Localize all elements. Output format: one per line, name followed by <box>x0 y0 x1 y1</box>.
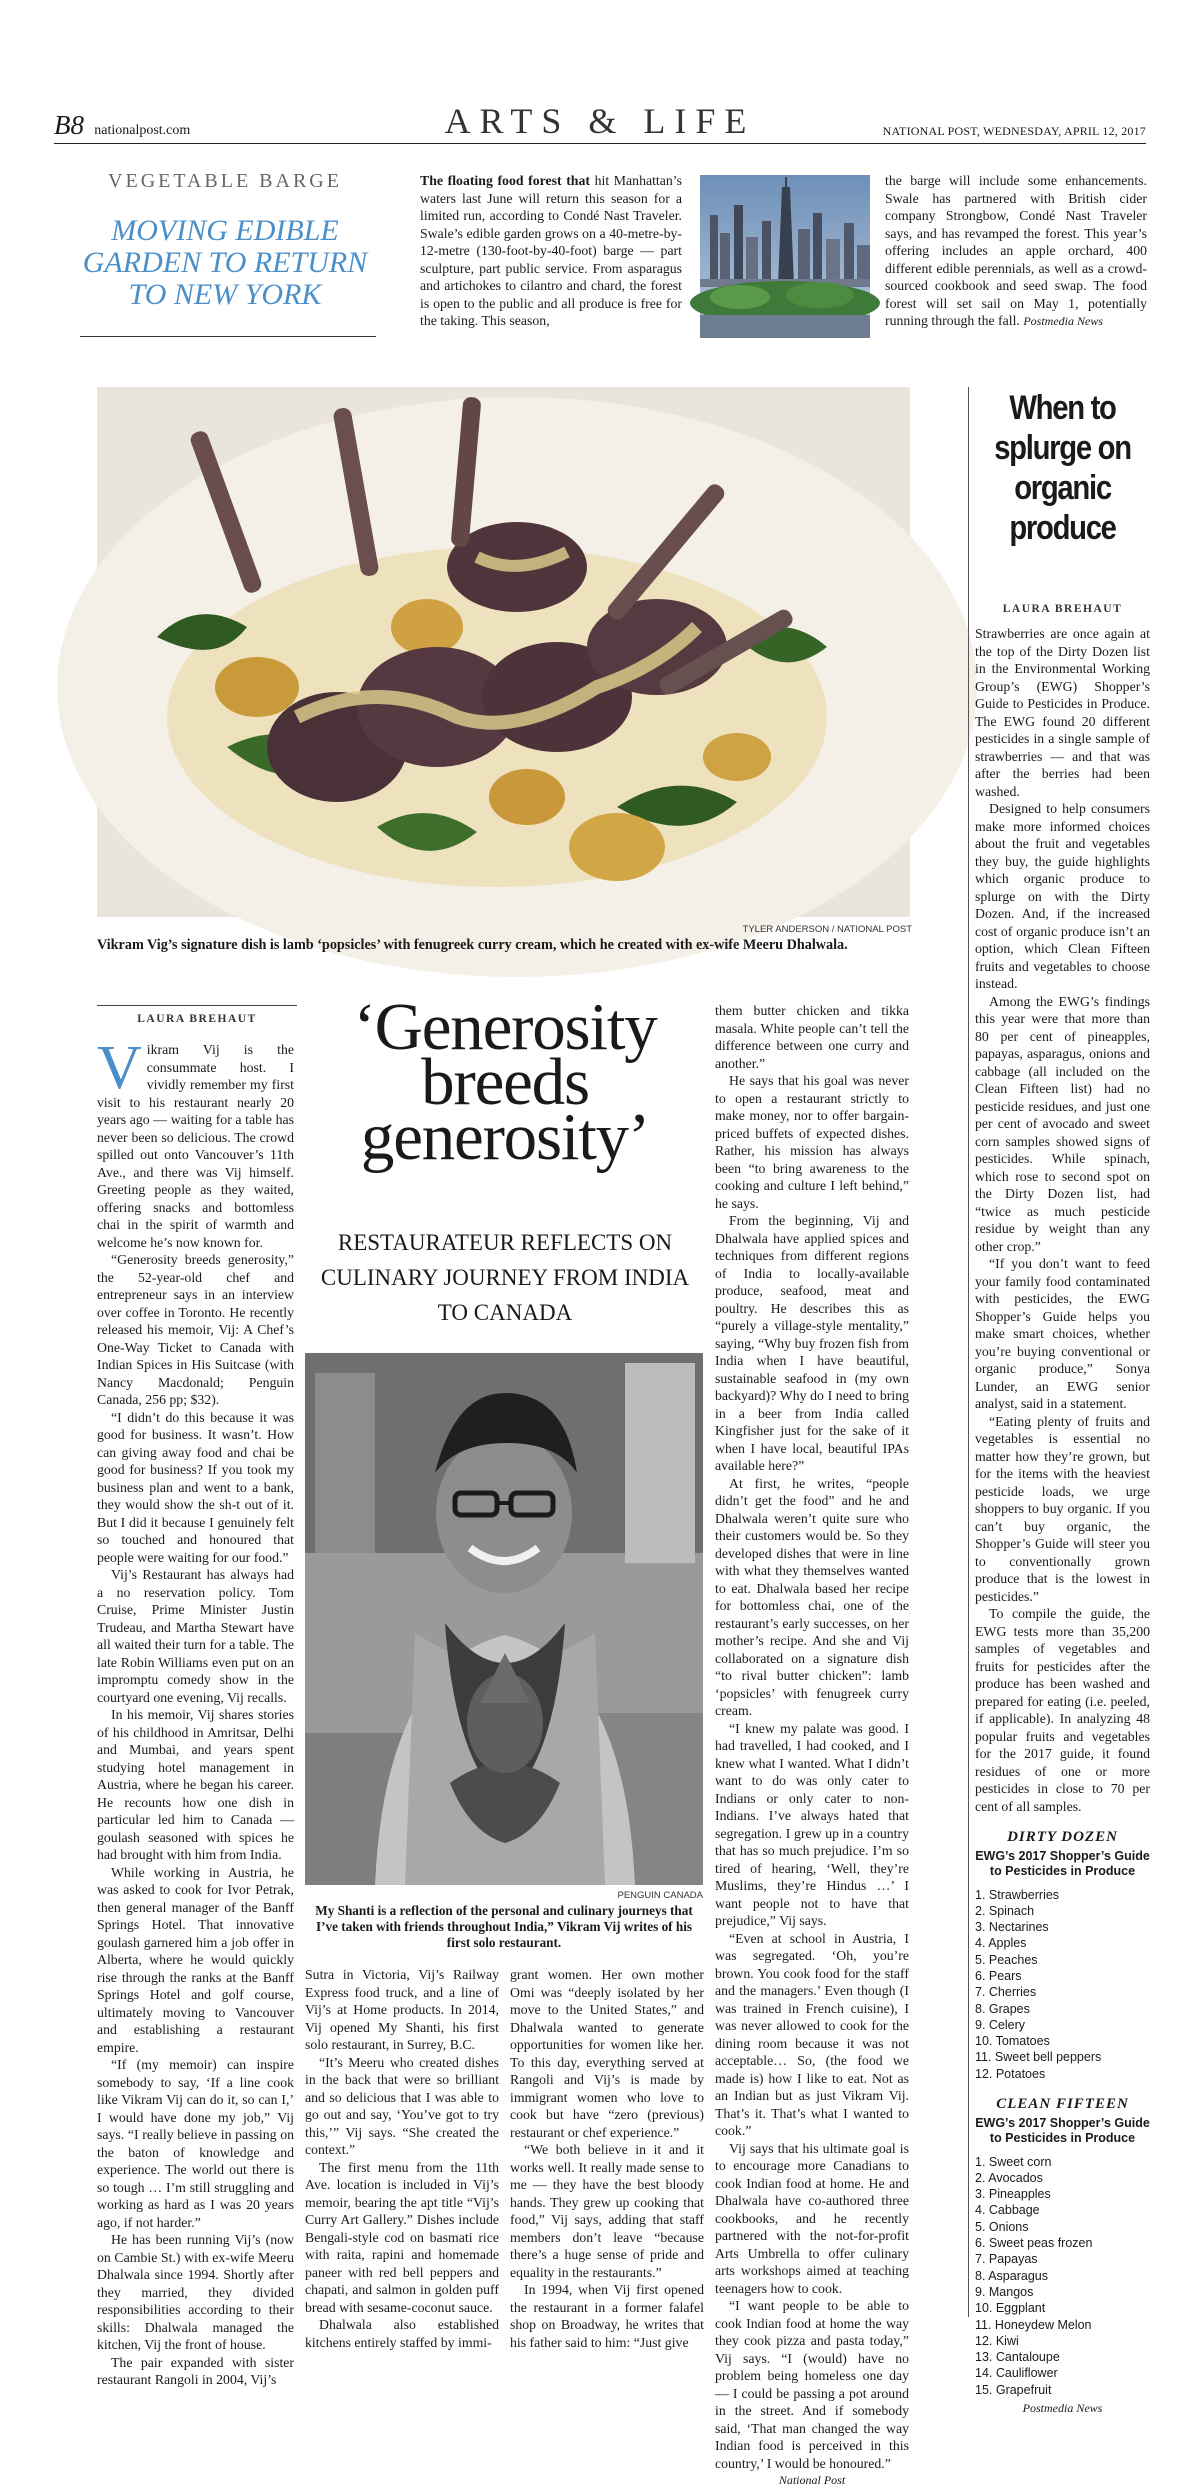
teaser-headline: MOVING EDIBLE GARDEN TO RETURN TO NEW YORK <box>82 214 368 311</box>
site-url: nationalpost.com <box>94 123 191 138</box>
list-item: 9. Celery <box>975 2017 1026 2032</box>
teaser-source: Postmedia News <box>1023 314 1104 328</box>
teaser-column-2 <box>885 172 1147 331</box>
article-paragraph: “I want people to be able to cook Indian food at home the way they cook pizza and pasta today,” Vij says. “I (would) have no problem being homeless one day — I could be passing a pot around in the street. And if somebody said, ‘That man changed the way Indian food is perceived in this country,’ I would be honoured.” <box>715 2298 909 2471</box>
portrait-caption: My Shanti is a reflection of the personal and culinary journeys that I’ve taken with friends throughout India,” Vikram Vij writes of his first solo restaurant. <box>315 1903 693 1950</box>
list-item: 12. Kiwi <box>975 2333 1019 2348</box>
article-paragraph: “Even at school in Austria, I was segregated. ‘Oh, you’re brown. You cook food for the staff and the managers.’ Even though (I was trained in French cuisine), I was never allowed to cook for the dining room because it was not acceptable… So, (the food we made is) how I like to eat. Not as an Indian but as just Vikram Vij. That’s it. That’s what I wanted to cook.” <box>715 1930 909 2138</box>
article-paragraph: The first menu from the 11th Ave. location is included in Vij’s memoir, bearing the apt title “Vij’s Curry Art Gallery.” Dishes include Bengali-style cod on basmati rice with raita, rapini and homemade paneer with red bell peppers and chapati, and salmon in golden puff bread with sesame-coconut sauce. <box>305 2159 499 2315</box>
list-item: 4. Apples <box>975 1936 1027 1951</box>
article-byline: LAURA BREHAUT <box>137 1013 257 1025</box>
clean-fifteen-title: EWG’s 2017 Shopper’s Guide to Pesticides in Produce <box>975 2115 1150 2145</box>
dirty-dozen-title: EWG’s 2017 Shopper’s Guide to Pesticides in Produce <box>975 1848 1150 1878</box>
article-deck: RESTAURATEUR REFLECTS ON CULINARY JOURNEY FROM INDIA TO CANADA <box>320 1230 690 1325</box>
article-paragraph: “If (my memoir) can inspire somebody to say, ‘If a line cook like Vikram Vij can do it, so can I,’ I would have done my job,” Vij says. “I really believe in passing on the baton of knowledge and experience. The world out there is so tough … I’m still struggling and working as hard as I was 20 years ago, if not harder.” <box>97 2057 294 2230</box>
article-source: National Post <box>778 2473 846 2487</box>
sidebar-source: Postmedia News <box>1022 2401 1103 2416</box>
dateline: NATIONAL POST, WEDNESDAY, APRIL 12, 2017 <box>882 124 1146 138</box>
article-paragraph: “It’s Meeru who created dishes in the back that were so brilliant and so delicious that I was able to go out and say, ‘You’ve got to try this,’” Vij says. “She created the context.” <box>305 2054 499 2157</box>
sidebar-paragraph: Designed to help consumers make more informed choices about the fruit and vegetables they buy, the guide highlights which organic produce to splurge on with the Dirty Dozen. And, if the increased cost of organic produce isn’t an option, which Clean Fifteen fruits and vegetables to choose instead. <box>975 801 1150 991</box>
list-item: 3. Pineapples <box>975 2187 1051 2202</box>
list-item: 1. Strawberries <box>975 1887 1060 1902</box>
portrait-credit: PENGUIN CANADA <box>617 1890 703 1901</box>
list-item: 6. Pears <box>975 1968 1022 1983</box>
article-paragraph: The pair expanded with sister restaurant Rangoli in 2004, Vij’s <box>97 2354 294 2387</box>
list-item: 2. Avocados <box>975 2170 1043 2185</box>
dirty-dozen-box <box>975 1829 1150 2082</box>
list-item: 4. Cabbage <box>975 2203 1040 2218</box>
article-paragraph: At first, he writes, “people didn’t get the food” and he and Dhalwala weren’t quite sure who their customers would be. So they developed dishes that were in line with what they themselves wanted to eat. Dhalwala based her recipe for bottomless chai, one of the restaurant’s early successes, on her mother’s recipe. And she and Vij collaborated on a signature dish “to rival butter chicken”: lamb ‘popsicles’ with fenugreek curry cream. <box>715 1475 909 1718</box>
article-paragraph: Vij says that his ultimate goal is to encourage more Canadians to cook Indian food at home. He and Dhalwala have co-authored three cookbooks, and he recently partnered with the not-for-profit Arts Umbrella to offer culinary arts workshops aimed at teaching teenagers how to cook. <box>715 2140 909 2296</box>
article-paragraph: “I didn’t do this because it was good for business. It wasn’t. How can giving away food and chai be good for business? If you took my business plan and went to a bank, they would show the sh-t out of it. But I did it because I genuinely felt so touched and honoured that people were waiting for our food.” <box>97 1409 294 1565</box>
sidebar-body <box>975 625 1150 2418</box>
list-item: 5. Peaches <box>975 1952 1038 1967</box>
article-column-2 <box>305 1966 499 2351</box>
clean-fifteen-list <box>975 2154 1150 2398</box>
teaser-text-1: hit Manhattan’s waters last June will return this season for a limited run, according to Condé Nast Traveler. Swale’s edible garden grows on a 40-metre-by-12-metre (130-foot-by-40-foot) barge — part sculpture, part public service. From asparagus and artichokes to cilantro and chard, the forest is open to the public and all produce is free for the taking. This season, <box>420 173 682 328</box>
list-item: 8. Grapes <box>975 2001 1030 2016</box>
teaser-text-2: the barge will include some enhancements. Swale has partnered with British cider company Strongbow, Condé Nast Traveler says, and has revamped the forest. This year’s offering includes an apple orchard, 400 different edible perennials, as well as a crowd-sourced cookbook and seed swap. The food forest will set sail on May 1, potentially running through the fall. <box>885 173 1147 328</box>
list-item: 14. Cauliflower <box>975 2366 1058 2381</box>
list-item: 9. Mangos <box>975 2284 1034 2299</box>
list-item: 13. Cantaloupe <box>975 2350 1060 2365</box>
drop-cap: V <box>97 1034 142 1102</box>
main-photo-caption: Vikram Vig’s signature dish is lamb ‘popsicles’ with fenugreek curry cream, which he created with ex-wife Meeru Dhalwala. <box>97 937 848 953</box>
masthead-rule <box>54 143 1146 144</box>
teaser-rule <box>80 336 376 337</box>
chef-portrait-photo <box>305 1353 703 1885</box>
article-paragraph: grant women. Her own mother Omi was “deeply isolated by her move to the United States,” and Dhalwala wanted to generate opportunities for women like her. To this day, everything served at Rangoli and Vij’s is made by immigrant women who love to cook but have “zero (previous) restaurant or chef experience.” <box>510 1967 704 2140</box>
dirty-dozen-list <box>975 1887 1150 2083</box>
article-headline: ‘Generosity breeds generosity’ <box>353 990 657 1174</box>
sidebar-paragraph: To compile the guide, the EWG tests more than 35,200 samples of vegetables and fruits for pesticides after the produce has been washed and prepared for eating (i.e. peeled, if applicable). In analyzing 48 popular fruits and vegetables for the 2017 guide, it found residues of one or more pesticides in close to 70 per cent of all samples. <box>975 1606 1150 1814</box>
teaser-lead: The floating food forest that <box>420 173 590 188</box>
list-item: 1. Sweet corn <box>975 2154 1052 2169</box>
article-column-1 <box>97 1034 294 2389</box>
sidebar-paragraph: Strawberries are once again at the top of the Dirty Dozen list in the Environmental Working Group’s (EWG) Shopper’s Guide to Pesticides in Produce. The EWG found 20 different pesticides in a single sample of strawberries — and that was after the berries had been washed. <box>975 626 1150 799</box>
teaser-column-1 <box>420 172 682 330</box>
list-item: 12. Potatoes <box>975 2066 1046 2081</box>
article-column-3 <box>510 1966 704 2351</box>
list-item: 2. Spinach <box>975 1903 1035 1918</box>
dirty-dozen-kicker: DIRTY DOZEN <box>1007 1829 1118 1845</box>
article-paragraph: He has been running Vij’s (now on Cambie St.) with ex-wife Meeru Dhalwala since 1994. Shortly after they married, they divided responsibilities according to their skills: Dhalwala managed the kitchen, Vij the front of house. <box>97 2232 294 2352</box>
main-photo-credit: TYLER ANDERSON / NATIONAL POST <box>742 924 912 935</box>
sidebar-rule <box>968 387 969 2317</box>
sidebar-paragraph: “Eating plenty of fruits and vegetables is essential no matter how they’re grown, but for the items with the heaviest pesticide loads, we urge shoppers to buy organic. If you can’t buy organic, the Shopper’s Guide will steer you to conventionally grown produce that is the lowest in pesticides.” <box>975 1413 1150 1604</box>
page-number: B8 <box>54 110 84 140</box>
article-paragraph: While working in Austria, he was asked to cook for Ivor Petrak, then general manager of the Banff Springs Hotel. That innovative goulash garnered him a job offer in Alberta, where he would quickly rise through the ranks at the Banff Springs Hotel and golf course, ultimately moving to Vancouver and establishing a restaurant empire. <box>97 1864 294 2055</box>
article-column-4 <box>715 1002 909 2490</box>
article-paragraph: “I knew my palate was good. I had travelled, I had cooked, and I knew what I wanted. What I didn’t want to do was only cater to Indians or only cater to non-Indians. I’ve always hated that segregation. I grew up in a country that has so much prejudice. I’m so tired of hearing, ‘Well, they’re Muslims, they’re Hindus …’ I want people not to have that prejudice,” Vij says. <box>715 1720 909 1928</box>
list-item: 7. Papayas <box>975 2252 1038 2267</box>
list-item: 3. Nectarines <box>975 1920 1049 1935</box>
article-paragraph: In 1994, when Vij first opened the restaurant in a former falafel shop on Broadway, he writes that his father said to him: “Just give <box>510 2282 704 2350</box>
list-item: 7. Cherries <box>975 1985 1037 2000</box>
article-paragraph: From the beginning, Vij and Dhalwala have applied spices and techniques from different regions of India to locally-available produce, seafood, meat and poultry. He describes this as “purely a village-style mentality,” saying, “Why buy frozen fish from India when I have beautiful, sustainable seafood in (my own backyard)? Why do I need to bring in a beer from India called Kingfisher just for the sake of it when I have local, beautiful IPAs available here?” <box>715 1213 909 1473</box>
teaser-kicker: VEGETABLE BARGE <box>108 170 342 192</box>
list-item: 10. Eggplant <box>975 2301 1046 2316</box>
skyline-photo <box>700 175 870 338</box>
list-item: 6. Sweet peas frozen <box>975 2236 1093 2251</box>
list-item: 15. Grapefruit <box>975 2382 1052 2397</box>
sidebar-byline: LAURA BREHAUT <box>1002 603 1123 615</box>
list-item: 10. Tomatoes <box>975 2034 1050 2049</box>
article-paragraph: In his memoir, Vij shares stories of his childhood in Amritsar, Delhi and Mumbai, and years spent studying hotel management in Austria, where he began his career. He recounts how one dish in particular led him to Canada — goulash seasoned with spices he had brought with him from India. <box>97 1707 294 1862</box>
sidebar-headline: When to splurge on organic produce <box>994 389 1131 547</box>
clean-fifteen-box <box>975 2096 1150 2417</box>
clean-fifteen-kicker: CLEAN FIFTEEN <box>996 2096 1129 2113</box>
list-item: 11. Sweet bell peppers <box>975 2050 1102 2065</box>
article-paragraph: Sutra in Victoria, Vij’s Railway Express food truck, and a line of Vij’s at Home products. In 2014, Vij opened My Shanti, his first solo restaurant, in Surrey, B.C. <box>305 1967 499 2052</box>
article-paragraph: “Generosity breeds generosity,” the 52-year-old chef and entrepreneur says in an interview over coffee in Toronto. He recently released his memoir, Vij: A Chef’s One-Way Ticket to Canada with Indian Spices in His Suitcase (with Nancy Macdonald; Penguin Canada, 256 pp; $32). <box>97 1252 294 1407</box>
sidebar-paragraph: “If you don’t want to feed your family food contaminated with pesticides, the EWG Shopper’s Guide helps you make smart choices, whether you’re buying conventional or organic produce,” Sonya Lunder, an EWG senior analyst, said in a statement. <box>975 1256 1150 1411</box>
sidebar-paragraph: Among the EWG’s findings this year were that more than 80 per cent of pineapples, papayas, asparagus, onions and cabbage (all included on the Clean Fifteen list) had no pesticide residues, and just one per cent of avocado and sweet corn samples showed signs of pesticides. While spinach, which rose to second spot on the Dirty Dozen list, had “twice as much pesticide residue by weight than any other crop.” <box>975 993 1150 1254</box>
article-paragraph: Dhalwala also established kitchens entirely staffed by immi- <box>305 2317 499 2350</box>
section-name: ARTS & LIFE <box>444 101 756 141</box>
article-paragraph: them butter chicken and tikka masala. White people can’t tell the difference between one curry and another.” <box>715 1003 909 1071</box>
list-item: 5. Onions <box>975 2219 1029 2234</box>
lamb-dish-photo <box>97 387 910 917</box>
list-item: 11. Honeydew Melon <box>975 2317 1092 2332</box>
article-paragraph: ikram Vij is the consummate host. I vividly remember my first visit to his restaurant nearly 20 years ago — waiting for a table has never been so delicious. The crowd spilled out onto Vancouver’s 11th Ave., and there was Vij himself. Greeting people as they waited, offering snacks and bottomless chai in the spirit of warmth and welcome he’s now known for. <box>97 1042 294 1250</box>
article-paragraph: “We both believe in it and it works well. It really made sense to me — they have the best bloody hands. They grew up cooking that food,” Vij says, adding that staff members don’t leave “because there’s a huge sense of pride and equality in the restaurants.” <box>510 2142 704 2280</box>
article-paragraph: Vij’s Restaurant has always had a no reservation policy. Tom Cruise, Prime Minister Justin Trudeau, and Martha Stewart have all waited their turn for a table. The late Robin Williams even put on an impromptu comedy show in the courtyard one evening, Vij recalls. <box>97 1567 294 1705</box>
list-item: 8. Asparagus <box>975 2268 1048 2283</box>
article-paragraph: He says that his goal was never to open a restaurant strictly to make money, nor to offer bargain-priced buffets of expected dishes. Rather, his mission has always been “to bring awareness to the cooking and culture I left behind,” he says. <box>715 1073 909 1211</box>
byline-rule <box>97 1005 297 1006</box>
